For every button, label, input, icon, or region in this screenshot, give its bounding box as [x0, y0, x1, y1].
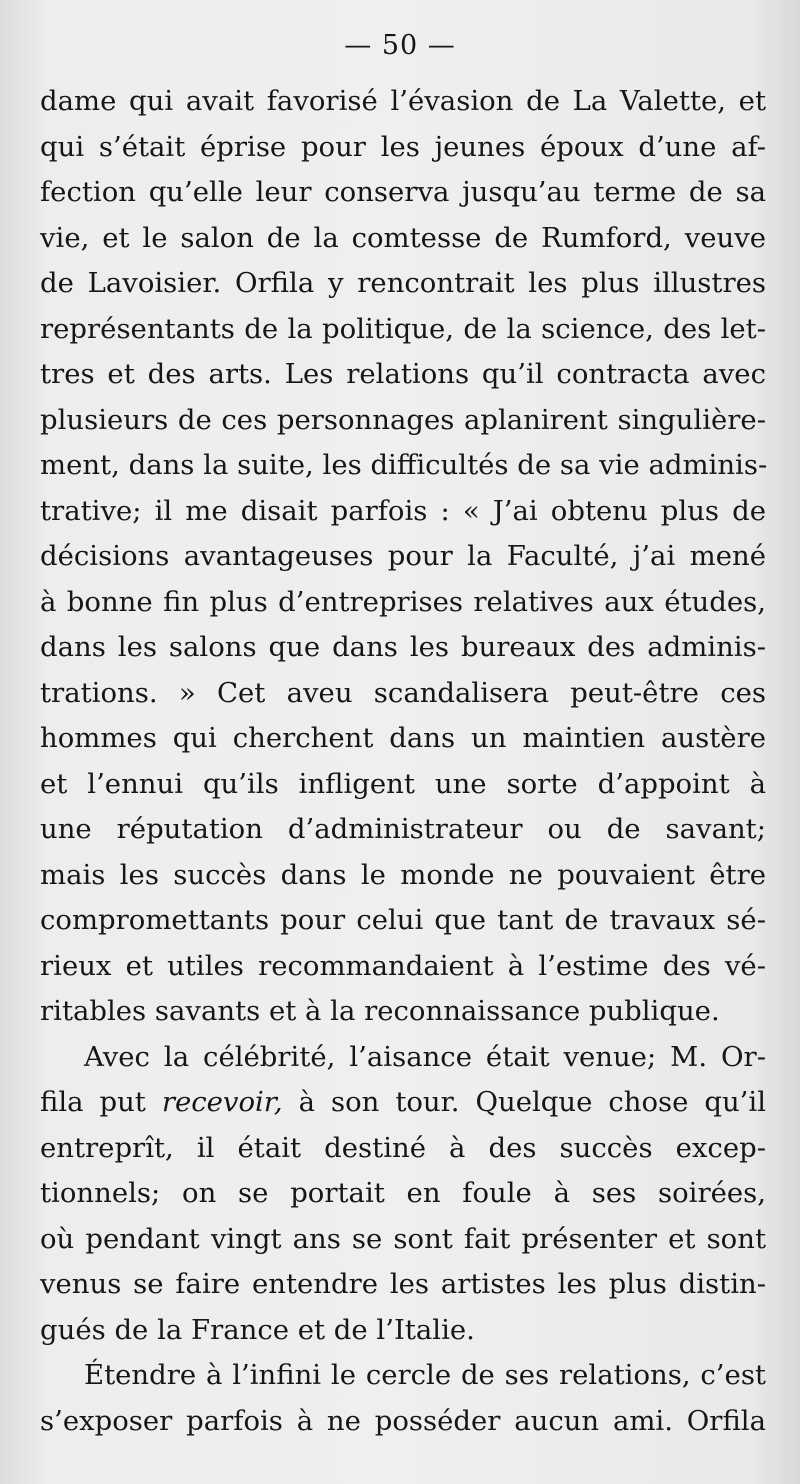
text-line: dame qui avait favorisé l’évasion de La Valette, et — [40, 85, 766, 117]
text-line: représentants de la politique, de la science, des let- — [40, 312, 766, 345]
text-line: ment, dans la suite, les difficultés de sa vie adminis- — [40, 449, 768, 481]
text-span: fila put — [40, 1086, 162, 1118]
text-line: et l’ennui qu’ils infligent une sorte d’appoint à — [40, 767, 766, 800]
text-line: dans les salons que dans les bureaux des adminis- — [40, 631, 766, 663]
text-line: trations. » Cet aveu scandalisera peut-être ces — [40, 676, 766, 709]
text-line: ritables savants et à la reconnaissance publique. — [40, 995, 720, 1027]
text-line: une réputation d’administrateur ou de savant; — [40, 813, 766, 845]
text-line: hommes qui cherchent dans un maintien austère — [40, 722, 766, 754]
page-number: — 50 — — [344, 30, 456, 61]
text-line: vie, et le salon de la comtesse de Rumford, veuve — [40, 221, 766, 254]
text-line: Avec la célébrité, l’aisance était venue; M. Or- — [84, 1040, 766, 1073]
text-line: gués de la France et de l’Italie. — [40, 1313, 475, 1346]
text-line: où pendant vingt ans se sont fait présenter et sont — [40, 1222, 766, 1255]
text-line: tionnels; on se portait en foule à ses soirées, — [40, 1177, 766, 1209]
text-line: s’exposer parfois à ne posséder aucun ami. Orfila — [40, 1404, 766, 1437]
text-line: à bonne fin plus d’entreprises relatives aux études, — [40, 585, 766, 618]
text-line: tres et des arts. Les relations qu’il contracta avec — [40, 358, 766, 390]
italic-text: recevoir, — [161, 1086, 283, 1118]
text-line: fection qu’elle leur conserva jusqu’au terme de sa — [40, 176, 766, 208]
text-span: à son tour. Quelque chose qu’il — [282, 1086, 766, 1118]
text-line: Étendre à l’infini le cercle de ses relations, c’est — [84, 1359, 766, 1391]
text-line: trative; il me disait parfois : « J’ai obtenu plus de — [40, 494, 766, 527]
body-text — [40, 79, 766, 1444]
text-line: venus se faire entendre les artistes les plus distin- — [40, 1268, 766, 1300]
text-line: plusieurs de ces personnages aplanirent singulière- — [40, 403, 766, 436]
text-line — [40, 1080, 766, 1126]
text-line: rieux et utiles recommandaient à l’estime des vé- — [40, 949, 766, 982]
text-line: de Lavoisier. Orfila y rencontrait les plus illustres — [40, 267, 766, 299]
text-line: mais les succès dans le monde ne pouvaient être — [40, 858, 766, 891]
text-line: décisions avantageuses pour la Faculté, j’ai mené — [40, 540, 766, 572]
text-line: compromettants pour celui que tant de travaux sé- — [40, 904, 766, 936]
text-line: qui s’était éprise pour les jeunes époux d’une af- — [40, 130, 766, 163]
text-line: entreprît, il était destiné à des succès excep- — [40, 1131, 766, 1164]
